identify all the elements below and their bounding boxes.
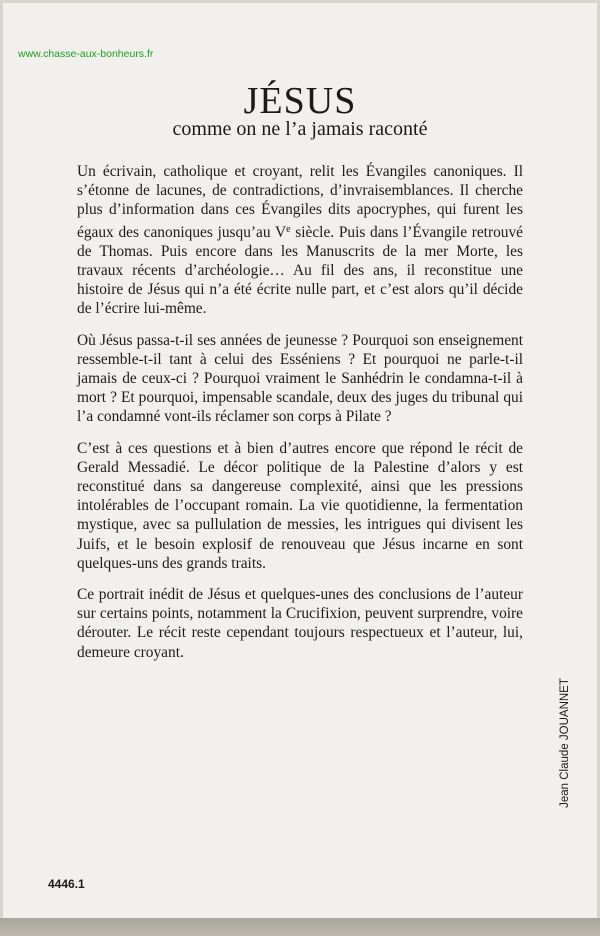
- blurb-paragraph-4: Ce portrait inédit de Jésus et quelques-unes des conclusions de l’auteur sur certains points, notamment la Crucifixion, peuvent surprendre, voire dérouter. Le récit reste cependant toujours respectueux et l’auteur, lui, demeure croyant.: [77, 586, 523, 661]
- book-title: JÉSUS: [243, 80, 357, 122]
- photo-credit: Jean Claude JOUANNET: [559, 678, 571, 808]
- blurb-paragraph-2: Où Jésus passa-t-il ses années de jeunesse ? Pourquoi son enseignement ressemble-t-il tant à celui des Esséniens ? Et pourquoi ne parle-t-il jamais de ceux-ci ? Pourquoi vraiment le Sanhédrin le condamna-t-il à mort ? Et pourquoi, impensable scandale, deux des juges du tribunal qui l’a condamné vont-ils réclamer son corps à Pilate ?: [77, 331, 523, 426]
- book-subtitle: comme on ne l’a jamais raconté: [172, 118, 428, 140]
- blurb-paragraph-1: Un écrivain, catholique et croyant, relit les Évangiles canoniques. Il s’étonne de lacunes, de contradictions, d’invraisemblances. Il cherche plus d’information dans ces Évangiles dits apocryphes, qui furent les égaux des canoniques jusqu’au Ve siècle. Puis dans l’Évangile retrouvé de Thomas. Puis encore dans les Manuscrits de la mer Morte, les travaux récents d’archéologie… Au fil des ans, il reconstitue une histoire de Jésus qui n’a été écrite nulle part, et c’est alors qu’il décide de l’écrire lui-même.: [77, 163, 524, 318]
- blurb: [77, 162, 523, 674]
- cover-bottom-edge: [0, 918, 600, 936]
- catalog-number: 4446.1: [48, 877, 85, 891]
- watermark-url: www.chasse-aux-bonheurs.fr: [18, 48, 154, 60]
- blurb-paragraph-3: C’est à ces questions et à bien d’autres encore que répond le récit de Gerald Messadié. Le décor politique de la Palestine d’alors y est reconstitué dans sa dangereuse complexité, ainsi que les pressions intolérables de l’occupant romain. La vie quotidienne, la fermentation mystique, avec sa pullulation de messies, les intrigues qui divisent les Juifs, et le besoin explosif de renouveau que Jésus incarne en sont quelques-uns des grands traits.: [77, 439, 523, 572]
